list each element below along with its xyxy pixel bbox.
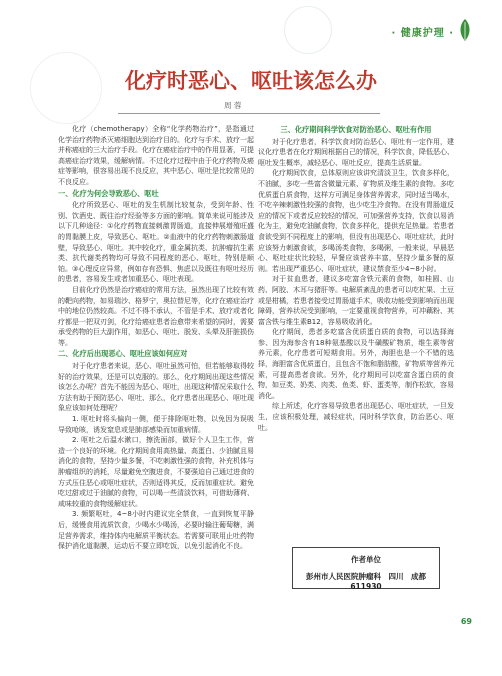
article-title: 化疗时恶心、呕吐该怎么办 xyxy=(125,69,377,93)
paragraph: 综上所述，化疗容易导致患者出现恶心、呕吐症状，一旦发生，应该积极处理，减轻症状，同时科学饮食，防治恶心、呕吐。 xyxy=(258,402,454,432)
section-heading: 三、化疗期间科学饮食对防治恶心、呕吐有作用 xyxy=(280,125,432,134)
paragraph: 化疗期间，患者多吃富含优质蛋白质的食物，可以选择海参、因为海参含有18种氨基酸以及牛磺酸矿物质，维生素等营养元素，化疗患者可短期食用。另外，海胆也是一个不错的选择，海胆富含优质蛋白，且包含不饱和脂肪酸，矿物质等营养元素，可提高患者食欲。另外，化疗期间可以吃富含蛋白质的食物，如豆类、奶类、肉类、鱼类、虾、蛋类等，制作松软，容易消化。 xyxy=(258,328,454,400)
author-affiliation-box xyxy=(292,547,440,589)
affiliation-title: 作者单位 xyxy=(351,555,381,564)
affiliation-body: 彭州市人民医院肿瘤科 四川 成都 611930 xyxy=(306,572,434,591)
section-heading: 一、化疗为何会导致恶心、呕吐 xyxy=(58,188,159,198)
paragraph: 对于化疗患者，科学饮食对防治恶心、呕吐有一定作用，建议化疗患者在化疗期间根据自己的情况，科学饮食，降低恶心、呕吐发生概率，减轻恶心、呕吐反应，提高生活质量。 xyxy=(258,137,454,167)
left-column xyxy=(58,124,254,552)
paragraph: 化疗（chemotherapy）全称“化学药物治疗”，是指通过化学治疗药物杀灭癌细胞达到治疗目的。化疗与手术、放疗一起并称癌症的三大治疗手段。化疗在癌症治疗中的作用显著，可提高癌症治疗效果，缓解病情。不过化疗过程中由于化疗药物及癌症等影响，很容易出现不良反应，其中恶心、呕吐是比较常见的不良反应。 xyxy=(58,125,254,186)
decorative-circle xyxy=(284,6,332,54)
author-divider xyxy=(118,99,380,114)
right-column xyxy=(258,124,454,433)
paragraph: 化疗所致恶心、呕吐的发生机制比较复杂，受到年龄、性别、饮酒史、既往治疗经验等多方面的影响。简单来说可能涉及以下几种途径：①化疗药物直接刺激胃肠道，直接伸展增殖旺盛的胃黏膜上皮，导致恶心、呕吐。②血液中的化疗药物刺激肠道壁，导致恶心、呕吐。其中较化疗，重金属抗类、抗肿瘤抗生素类、抗代谢类药物均可导致不同程度的恶心、呕吐，特别是顺铂。③心理反应异常，例如存有恐惧、焦虑以及既往有呕吐经历的患者，容易发生或者加重恶心、呕吐表现。 xyxy=(58,201,254,284)
paragraph: 2. 呕吐之后温水漱口，擦洗面部，做好个人卫生工作，营造一个良好的环境。化疗期间食用高热量、高蛋白、少油腻且易消化的食物，坚持少量多餐，不吃刺激性强的食物，补充机体与肿瘤组织的消耗，尽量避免空腹进食，不要强迫自己通过进食的方式压住恶心或呕吐症状，否则适得其反，反而加重症状。避免吃过甜或过于油腻的食物，可以喝一些清淡饮料，可借助薄荷、咸味较重的食物缓解症状。 xyxy=(58,436,254,508)
section-heading: 二、化疗后出现恶心、呕吐应该如何应对 xyxy=(58,349,188,359)
paragraph: 目前化疗仍然是治疗癌症的常用方法，虽然出现了比较有效的靶向药物，如易瑞沙、格罗宁，奥拉替尼等，化疗在癌症治疗中的地位仍然较高。不过不得不承认，不管是手术、放疗或者化疗都是一把双刃剑，化疗给癌症患者治愈带来希望的同时，需要承受药物的巨大副作用，如恶心、呕吐、脱发、头晕及肝脏损伤等。 xyxy=(58,285,254,347)
paragraph: 1. 呕吐时将头偏向一侧，便于排除呕吐物，以免因为误吸导致呛咳，诱发窒息或是肺部感染而加重病情。 xyxy=(58,415,254,434)
paragraph: 化疗期间饮食，总体原则应该讲究清淡卫生，饮食多样化，不油腻，多吃一些富含微量元素、矿物质及维生素的食物。多吃优质蛋白质食物，这样方可满足身体营养需求，同时适当喝水，不吃辛辣刺激性较强的食物，也少吃生冷食物。在没有胃肠道反应的情况下或者反应较轻的情况，可加强营养支持，饮食以易消化为主，避免吃油腻食物，饮食多样化，提供充足热量。若患者食欲受到不同程度上的影响，但没有出现恶心、呕吐症状，此时应该努力刺激食欲，多喝汤类食物，多喝粥，一般来说，早晨恶心、呕吐症状比较轻，早餐应该营养丰富，坚持少量多餐的原则。若出现严重恶心、呕吐症状，建议禁食至少4~8小时。 xyxy=(258,169,454,273)
leaf-icon xyxy=(458,18,472,42)
section-tag-label: · 健康护理 · xyxy=(391,28,454,39)
paragraph: 对于贫血患者，建议多吃富含铁元素的食物，如桂圆、山药、阿胶、木耳与猪肝等。电解质紊乱的患者可以吃杧果、土豆或是柑橘，若患者接受过胃肠道手术，吸收功能受到影响而出现障碍，营养状况受到影响，一定要重视食物营养，可冲藕粉、其富含铁与维生素B12，容易吸收消化。 xyxy=(258,275,454,326)
paragraph: 3. 频繁呕吐，4~8小时内建议完全禁食，一直到恢复平静后，缓慢食用流质饮食，少喝水少喝汤，必要时输注葡萄糖，满足营养需求，维持体内电解质平衡状态。若需要可联用止吐药物保护消化道黏膜，运动后不要立即吃饭，以免引起消化不良。 xyxy=(58,510,254,551)
page-number: 69 xyxy=(460,617,472,626)
author-name: 周 蓉 xyxy=(220,100,245,111)
section-tag xyxy=(391,24,454,39)
paragraph: 对于化疗患者来说，恶心、呕吐虽然可怕，但若能够取得较好的治疗效果，还是可以克服的。那么，化疗期间出现这些情况该怎么办呢？首先不能因为恶心、呕吐，出现这种情况采取什么方法有助于预防恶心、呕吐、那么，化疗患者出现恶心、呕吐现象应该如何处理呢？ xyxy=(58,362,254,413)
